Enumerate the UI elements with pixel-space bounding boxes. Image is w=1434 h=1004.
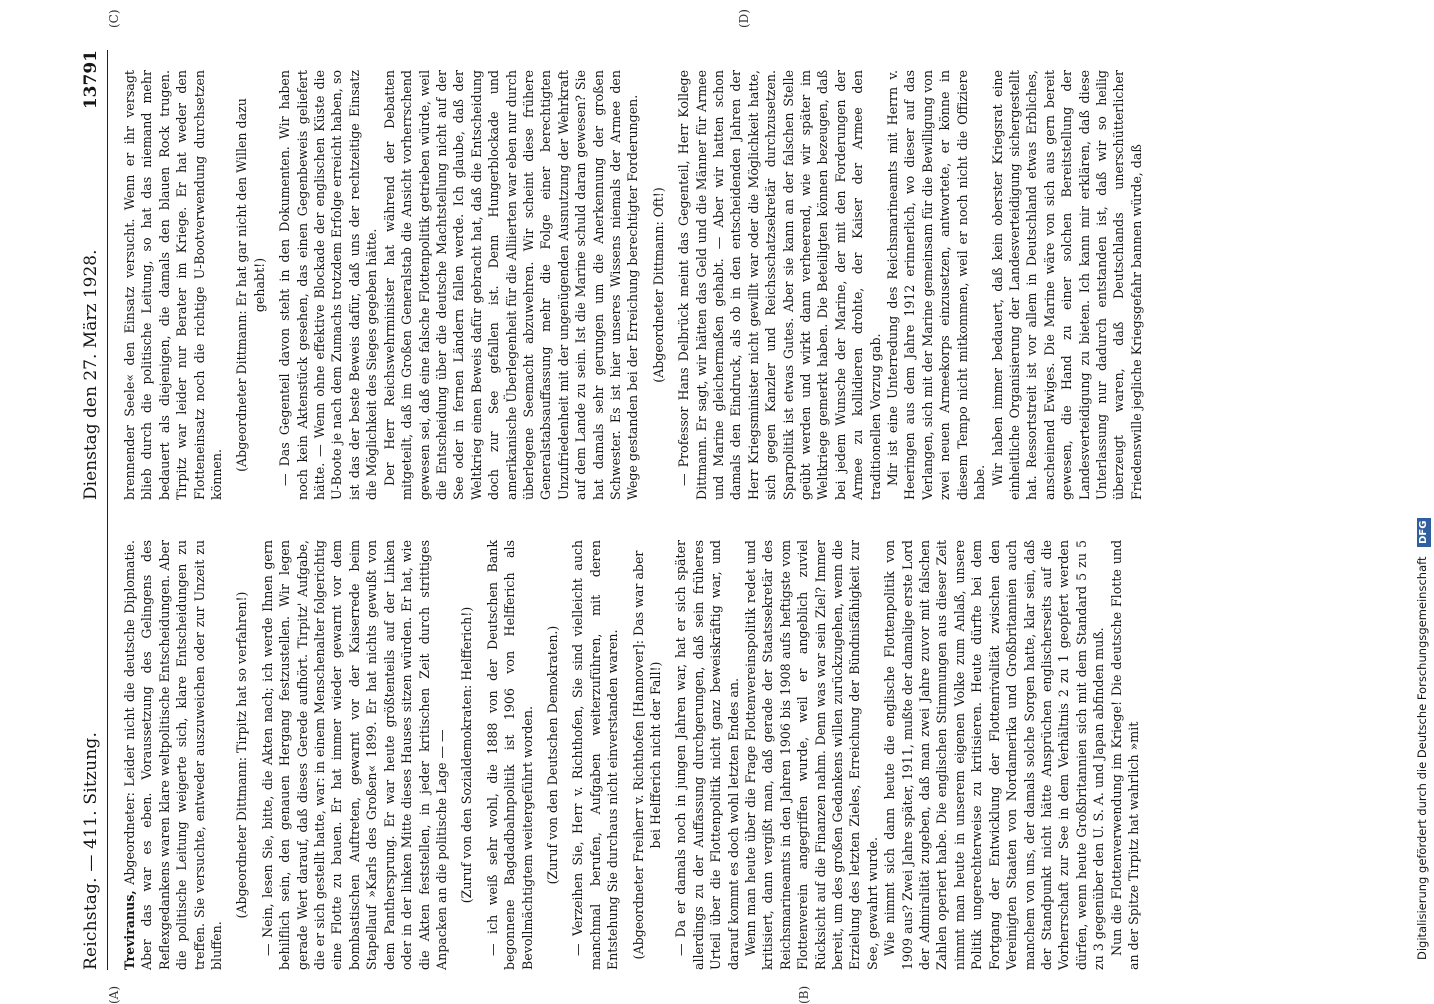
page-number: 13791 xyxy=(81,50,101,110)
page-header xyxy=(77,50,108,970)
paragraph xyxy=(121,70,225,500)
dfg-logo: DFG xyxy=(1417,518,1431,547)
paragraph xyxy=(881,540,1107,970)
paragraph-text: Nun die Flottenverwendung im Kriege! Die deutsche Flotte und an der Spitze Tirpitz hat wahrlich »mit xyxy=(1108,540,1141,970)
paragraph xyxy=(989,70,1146,500)
speaker-name: Treviranus, xyxy=(122,890,137,970)
paragraph xyxy=(259,540,450,970)
header-left-title: Reichstag. — 411. Sitzung. xyxy=(81,731,101,970)
paragraph xyxy=(121,540,225,970)
paragraph xyxy=(1108,540,1143,970)
paragraph xyxy=(884,70,988,500)
paragraph-text: (Zuruf von den Deutschen Demokraten.) xyxy=(544,625,560,885)
margin-mark-b: (B) xyxy=(797,985,811,1004)
paragraph xyxy=(742,540,881,970)
margin-mark-d: (D) xyxy=(737,9,751,28)
paragraph-text: Abgeordneter: Leider nicht die deutsche Diplomatie. Aber das war es eben. Voraussetzung des Gelingens des Reflexgedankens waren klare weltpolitische Entscheidungen. Aber die politische Leitung weigerte sich, klare Entscheidungen zu treffen. Sie versuchte, entweder auszuweichen oder zur Unzeit zu bluffen. xyxy=(122,540,225,970)
paragraph-text: (Abgeordneter Freiherr v. Richthofen [Hannover]: Das war aber bei Helfferich nicht der Fall!) xyxy=(630,550,663,960)
interjection xyxy=(458,540,475,970)
interjection xyxy=(650,70,667,500)
interjection xyxy=(233,540,250,970)
margin-mark-a: (A) xyxy=(107,985,121,1004)
digitization-credit xyxy=(1412,20,1432,960)
paragraph xyxy=(569,540,621,970)
paragraph xyxy=(675,70,884,500)
paragraph-text: — Professor Hans Delbrück meint das Gegenteil, Herr Kollege Dittmann. Er sagt, wir hätten das Geld und die Männer für Armee und Marine gleichermaßen gehabt. — Aber wir hatten schon damals den Eindruck, als ob in den entscheidenden Jahren der Herr Kriegsminister nicht gewillt war oder die Möglichkeit hatte, sich gegen Kanzler und Reichsschatzsekretär durchzusetzen. Sparpolitik ist etwas Gutes. Aber sie kann an der falschen Stelle geübt werden und wirkt dann verheerend, wie wir später im Weltkriege gemerkt haben. Die Beteiligten können bezeugen, daß bei jedem Wunsche der Marine, der mit den Forderungen der Armee zu kollidieren drohte, der Kaiser der Armee den traditionellen Vorzug gab. xyxy=(676,70,883,500)
paragraph-text: (Zuruf von den Sozialdemokraten: Helfferich!) xyxy=(459,606,475,904)
margin-mark-c: (C) xyxy=(107,9,121,28)
paragraph-text: brennender Seele« den Einsatz versucht. Wenn er ihr versagt blieb durch die politische Leitung, so hat das niemand mehr bedauert als diejenigen, die damals den blauen Rock trugen. Tirpitz war leider nur Berater im Kriege. Er hat weder den Flotteneinsatz noch die richtige U-Bootverwendung durchsetzen können. xyxy=(122,70,225,500)
paragraph-text: Der Herr Reichswehrminister hat während der Debatten mitgeteilt, daß im Großen Generalstab die Ansicht vorherrschend gewesen sei, daß eine falsche Flottenpolitik getrieben würde, weil die Entscheidung über die deutsche Machtstellung nicht auf der See oder in fernen Ländern fallen werde. Ich glaube, daß der Weltkrieg einen Beweis dafür gebracht hat, daß die Entscheidung doch zur See gefallen ist. Denn Hungerblockade und amerikanische Überlegenheit für die Alliierten war eben nur durch überlegene Seemacht abzuwehren. Wir scheint diese frühere Generalstabsauffassung mehr die Folge einer berechtigten Unzufriedenheit mit der ungenügenden Ausnutzung der Wehrkraft auf dem Lande zu sein. Ist die Marine schuld daran gewesen? Sie hat damals sehr gerungen um die Anerkennung der großen Schwester. Es ist hier unseres Wissens niemals der Armee den Wege gestanden bei der Erreichung berechtigter Forderungen. xyxy=(381,70,641,500)
paragraph xyxy=(484,540,536,970)
paragraph-text: — Nein, lesen Sie, bitte, die Akten nach; ich werde Ihnen gern behilflich sein, den genauen Hergang festzustellen. Wir legen gerade Wert darauf, daß dieses Gerede aufhört. Tirpitz' Aufgabe, die er sich gestellt hatte, war: in einem Menschenalter folgerichtig eine Flotte zu bauen. Er hat immer wieder gewarnt vor dem bombastischen Auftreten, gewarnt vor der Kaiserrede beim Stapellauf »Karls des Großen« 1899. Er hat nichts gewußt von dem Panthersprung. Er war heute größtenteils auf der Linken oder in der linken Mitte dieses Hauses sitzen würden. Er hat, wie die Akten feststellen, in jeder kritischen Zeit durch strittiges Anpacken an die politische Lage — — xyxy=(259,540,449,970)
paragraph xyxy=(276,70,380,500)
right-text-column xyxy=(121,70,1311,500)
interjection xyxy=(233,70,268,500)
paragraph-text: (Abgeordneter Dittmann: Er hat gar nicht den Willen dazu gehabt!) xyxy=(234,98,267,472)
paragraph-text: Wie nimmt sich dann heute die englische Flottenpolitik von 1909 aus? Zwei Jahre später, 1911, mußte der damalige erste Lord der Admiralität zugeben, daß man zwei Jahre zuvor mit falschen Zahlen operiert habe. Die englischen Stimmungen aus dieser Zeit nimmt man heute in unserem eigenen Volke zum Anlaß, unsere Politik ungerechterweise zu kritisieren. Heute dürfte bei dem Fortgang der Entwicklung der Flottenrivalität zwischen den Vereinigten Staaten von Nordamerika und Großbritannien auch manchem von uns, der damals solche Sorgen hatte, klar sein, daß der Standpunkt nicht hätte Ansprüchen englischerseits auf die Vorherrschaft zur See in dem Verhältnis 2 zu 1 geopfert werden dürfen, wenn heute Großbritannien sich mit dem Standard 5 zu 5 zu 3 gegenüber den U. S. A. und Japan abfinden muß. xyxy=(882,540,1107,970)
rotated-document-page xyxy=(77,9,1337,1004)
credit-text: Digitalisierung gefördert durch die Deutsche Forschungsgemeinschaft xyxy=(1415,556,1429,960)
paragraph-text: — Das Gegenteil davon steht in den Dokumenten. Wir haben noch kein Aktenstück gesehen, das einen Gegenbeweis geliefert hätte. — Wenn ohne effektive Blockade der englischen Küste die U-Boote je nach dem Zumachs trotzdem Erfolge erreicht haben, so ist das der beste Beweis dafür, daß uns der rechtzeitige Einsatz die Möglichkeit des Sieges gegeben hätte. xyxy=(277,70,380,500)
paragraph-text: Wenn man heute über die Frage Flottenvereinspolitik redet und kritisiert, dann vergißt man, daß gerade der Staatssekretär des Reichsmarineamts in den Jahren 1906 bis 1908 aufs heftigste vom Flottenverein angegriffen wurde, weil er angeblich zuviel Rücksicht auf die Finanzen nahm. Denn was war sein Ziel? Immer bereit, um des großen Gedankens willen zurückzugehen, wenn die Erzielung des letzten Zieles, Erreichung der Bündnisfähigkeit zur See, gewahrt wurde. xyxy=(743,540,880,970)
paragraph-text: — ich weiß sehr wohl, die 1888 von der Deutschen Bank begonnene Bagdadbahnpolitik ist 1906 von Helfferich als Bevollmächtigtem weitergeführt worden. xyxy=(484,540,535,970)
paragraph-text: Wir haben immer bedauert, daß kein oberster Kriegsrat eine einheitliche Organisierung der Landesverteidigung sichergestellt hat. Ressortstreit ist vor allem in Deutschland etwas Erbliches, anscheinend Ewiges. Die Marine wäre von sich aus gern bereit gewesen, die Hand zu einer solchen Bereitstellung der Landesverteidigung zu bieten. Ich kann mir erklären, daß diese Unterlassung nur dadurch entstanden ist, daß wir so heilig überzeugt waren, daß Deutschlands unerschütterlicher Friedenswille jegliche Kriegsgefahr bannen würde, daß xyxy=(989,70,1144,500)
interjection xyxy=(630,540,665,970)
paragraph-text: Mir ist eine Unterredung des Reichsmarineamts mit Herrn v. Heeringen aus dem Jahre 1912 erinnerlich, wo dieser auf das Verlangen, sich mit der Marine gemeinsam für die Bewilligung von zwei neuen Armeekorps einzusetzen, antwortete, er könne in diesem Tempo nicht mitkommen, weil er noch nicht die Offiziere habe. xyxy=(885,70,988,500)
paragraph xyxy=(381,70,642,500)
paragraph-text: (Abgeordneter Dittmann: Tirpitz hat so verfahren!) xyxy=(234,591,250,919)
paragraph-text: — Verzeihen Sie, Herr v. Richthofen, Sie sind vielleicht auch manchmal berufen, Aufgaben weiterzuführen, mit deren Entstehung Sie durchaus nicht einverstanden waren. xyxy=(570,540,621,970)
paragraph-text: (Abgeordneter Dittmann: Oft!) xyxy=(650,187,666,383)
paragraph-text: — Da er damals noch in jungen Jahren war, hat er sich später allerdings zu der Auffassung durchgerungen, daß sein früheres Urteil über die Flottenpolitik nicht ganz beweiskräftig war, und darauf kommt es doch wohl letzten Endes an. xyxy=(673,540,741,970)
paragraph xyxy=(672,540,742,970)
left-text-column xyxy=(121,540,1311,970)
interjection xyxy=(544,540,561,970)
header-date: Dienstag den 27. März 1928. xyxy=(81,249,101,500)
